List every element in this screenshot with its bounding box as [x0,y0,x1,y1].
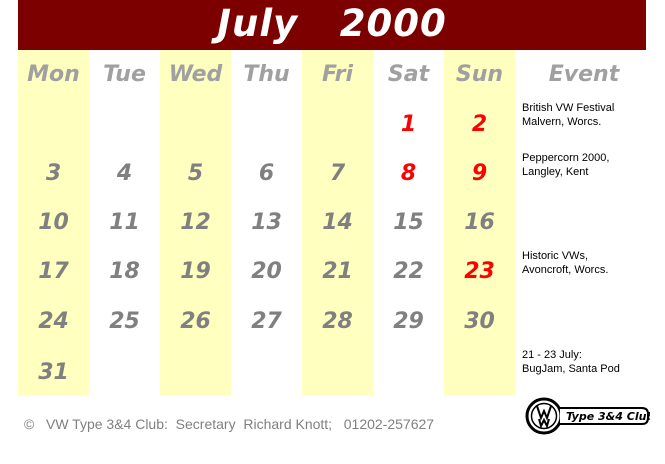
day-cell: 12 [180,210,211,235]
club-logo [524,396,650,436]
event-line: Historic VWs, [522,250,588,262]
day-cell: 27 [251,309,282,334]
calendar-title: July 2000 [217,2,447,45]
event-line: Malvern, Worcs. [522,116,602,128]
day-cell: 29 [393,309,424,334]
header-mon: Mon [27,62,80,87]
day-cell: 7 [329,161,346,186]
event-line: Langley, Kent [522,166,589,178]
day-cell: 6 [258,161,275,186]
day-cell: 28 [322,309,353,334]
event-british-vw-festival [522,101,652,129]
event-historic-vws [522,249,652,277]
day-cell: 30 [464,309,495,334]
day-cell: 4 [116,161,133,186]
day-cell: 2 [471,112,488,137]
day-cell: 17 [38,259,69,284]
club-footer: © VW Type 3&4 Club: Secretary Richard Knott; 01202-257627 [24,416,435,432]
header-sun: Sun [455,62,504,87]
header-fri: Fri [321,62,353,87]
day-cell: 8 [400,161,417,186]
day-cell: 26 [180,309,211,334]
logo-text: Type 3&4 Club [566,410,650,423]
event-line: 21 - 23 July: [522,349,582,361]
day-cell: 19 [180,259,211,284]
event-line: Avoncroft, Worcs. [522,264,609,276]
day-cell: 16 [464,210,495,235]
day-cell: 31 [38,360,69,385]
event-peppercorn [522,151,652,179]
day-cell: 10 [38,210,69,235]
header-thu: Thu [243,62,290,87]
header-event: Event [548,62,620,87]
header-wed: Wed [168,62,223,87]
day-cell: 11 [109,210,140,235]
event-line: British VW Festival [522,102,615,114]
event-line: Peppercorn 2000, [522,152,610,164]
day-cell: 1 [400,112,417,137]
day-cell: 23 [464,259,495,284]
title-banner [18,0,646,50]
day-cell: 22 [393,259,424,284]
header-sat: Sat [387,62,430,87]
day-cell: 15 [393,210,424,235]
day-cell: 3 [45,161,62,186]
day-cell: 5 [187,161,204,186]
day-cell: 13 [251,210,282,235]
vw-emblem-icon [524,396,650,436]
day-cell: 14 [322,210,353,235]
day-cell: 20 [251,259,282,284]
day-cell: 9 [471,161,488,186]
day-cell: 21 [322,259,353,284]
event-bugjam [522,348,652,376]
day-cell: 25 [109,309,140,334]
event-line: BugJam, Santa Pod [522,363,620,375]
day-cell: 24 [38,309,69,334]
day-cell: 18 [109,259,140,284]
header-tue: Tue [103,62,146,87]
